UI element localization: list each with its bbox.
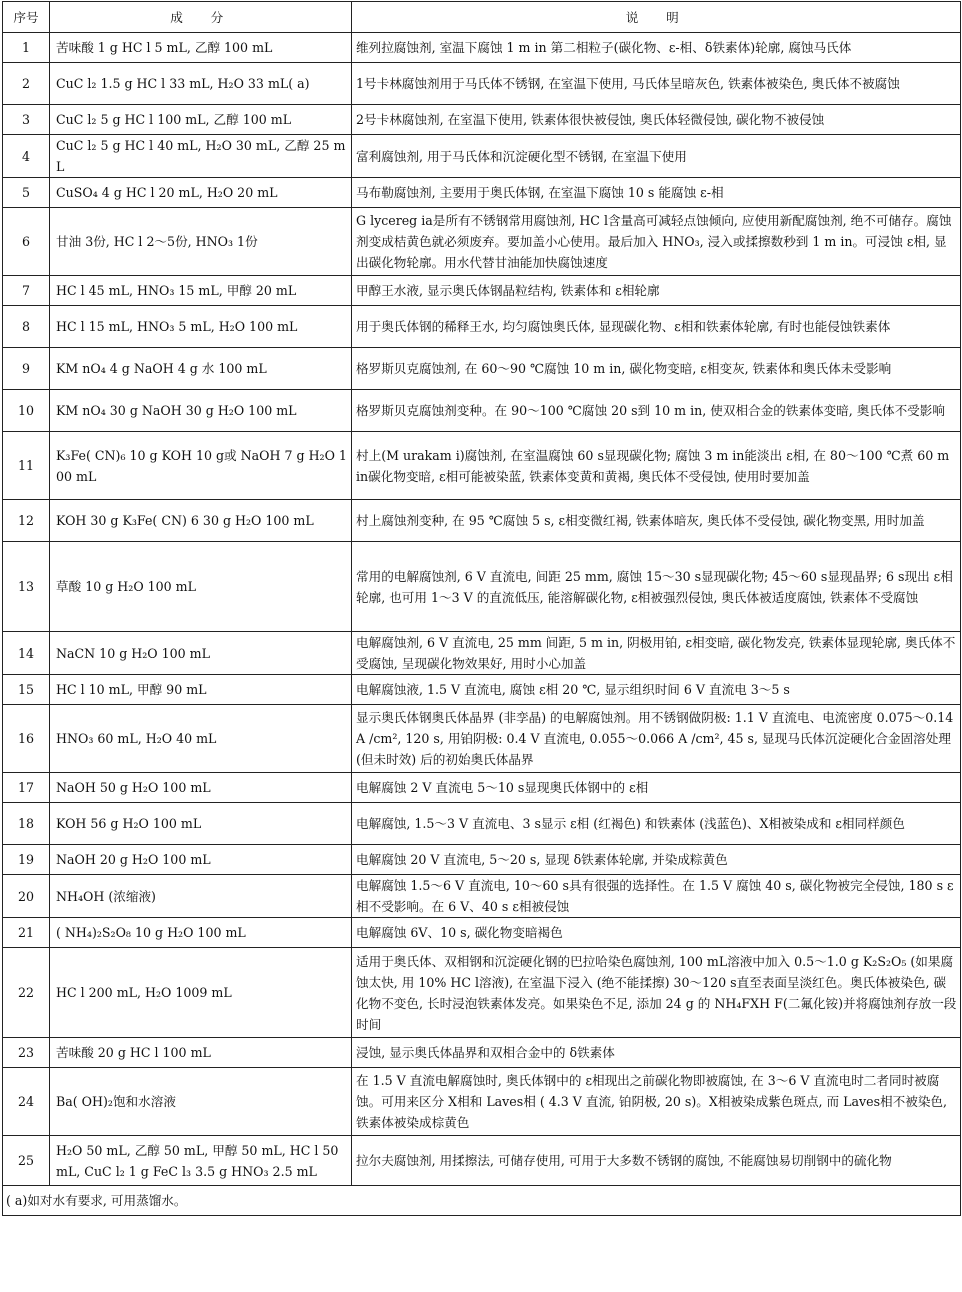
row-description: 显示奥氏体钢奥氏体晶界 (非孪晶) 的电解腐蚀剂。用不锈钢做阴极: 1.1 V 直流电、电流密度 0.075～0.14 A /cm², 120 s, 用铂阴极: 0.4 V 直流电, 0.055～0.066 A /cm², 45 s, 显现马氏体沉淀硬化合金固溶处理 (但未时效) 后的初始奥氏体晶界 xyxy=(352,705,961,773)
row-description: 在 1.5 V 直流电解腐蚀时, 奥氏体钢中的 ε相现出之前碳化物即被腐蚀, 在 3～6 V 直流电时二者同时被腐蚀。可用来区分 X相和 Laves相 ( 4.3 V 直流, 铂阴极, 20 s)。X相被染成紫色斑点, 而 Laves相不被染色, 铁素体被染成棕黄色 xyxy=(352,1068,961,1136)
row-composition: KM nO₄ 30 g NaOH 30 g H₂O 100 mL xyxy=(50,390,352,432)
row-description: 用于奥氏体钢的稀释王水, 均匀腐蚀奥氏体, 显现碳化物、ε相和铁素体轮廓, 有时也能侵蚀铁素体 xyxy=(352,306,961,348)
row-number: 12 xyxy=(3,500,50,542)
row-number: 4 xyxy=(3,135,50,178)
table-row xyxy=(3,105,961,135)
row-number: 21 xyxy=(3,918,50,948)
table-row xyxy=(3,348,961,390)
row-composition: 苦味酸 20 g HC l 100 mL xyxy=(50,1038,352,1068)
row-number: 9 xyxy=(3,348,50,390)
row-composition: 甘油 3份, HC l 2～5份, HNO₃ 1份 xyxy=(50,208,352,276)
table-row xyxy=(3,845,961,875)
row-composition: NaOH 20 g H₂O 100 mL xyxy=(50,845,352,875)
footnote-row xyxy=(3,1186,961,1216)
row-description: 适用于奥氏体、双相钢和沉淀硬化钢的巴拉哈染色腐蚀剂, 100 mL溶液中加入 0.5～1.0 g K₂S₂O₅ (如果腐蚀太快, 用 10% HC l溶液), 在室温下浸入 (绝不能揉擦) 30～120 s直至表面呈淡红色。奥氏体被染色, 碳化物不变色, 长时浸泡铁素体发亮。如果染色不足, 添加 24 g 的 NH₄FXH F(二氟化铵)并将腐蚀剂存放一段时间 xyxy=(352,948,961,1038)
row-composition: KOH 30 g K₃Fe( CN) 6 30 g H₂O 100 mL xyxy=(50,500,352,542)
row-description: 电解腐蚀 20 V 直流电, 5～20 s, 显现 δ铁素体轮廓, 并染成粽黄色 xyxy=(352,845,961,875)
table-row xyxy=(3,1136,961,1186)
table-row xyxy=(3,675,961,705)
row-composition: KM nO₄ 4 g NaOH 4 g 水 100 mL xyxy=(50,348,352,390)
header-composition: 成 分 xyxy=(50,2,352,33)
row-description: 富利腐蚀剂, 用于马氏体和沉淀硬化型不锈钢, 在室温下使用 xyxy=(352,135,961,178)
row-number: 13 xyxy=(3,542,50,632)
table-row xyxy=(3,803,961,845)
table-row xyxy=(3,875,961,918)
table-header-row xyxy=(3,2,961,33)
table-row xyxy=(3,33,961,63)
row-number: 11 xyxy=(3,432,50,500)
row-composition: NaOH 50 g H₂O 100 mL xyxy=(50,773,352,803)
row-description: 拉尔夫腐蚀剂, 用揉擦法, 可储存使用, 可用于大多数不锈钢的腐蚀, 不能腐蚀易切削钢中的硫化物 xyxy=(352,1136,961,1186)
row-description: 电解腐蚀液, 1.5 V 直流电, 腐蚀 ε相 20 ℃, 显示组织时间 6 V 直流电 3～5 s xyxy=(352,675,961,705)
row-composition: K₃Fe( CN)₆ 10 g KOH 10 g或 NaOH 7 g H₂O 100 mL xyxy=(50,432,352,500)
header-description: 说 明 xyxy=(352,2,961,33)
row-composition: HC l 10 mL, 甲醇 90 mL xyxy=(50,675,352,705)
row-number: 24 xyxy=(3,1068,50,1136)
row-number: 5 xyxy=(3,178,50,208)
row-number: 7 xyxy=(3,276,50,306)
row-composition: H₂O 50 mL, 乙醇 50 mL, 甲醇 50 mL, HC l 50 mL, CuC l₂ 1 g FeC l₃ 3.5 g HNO₃ 2.5 mL xyxy=(50,1136,352,1186)
table-row xyxy=(3,306,961,348)
table-row xyxy=(3,390,961,432)
table-row xyxy=(3,208,961,276)
row-composition: NaCN 10 g H₂O 100 mL xyxy=(50,632,352,675)
table-row xyxy=(3,948,961,1038)
row-number: 17 xyxy=(3,773,50,803)
table-row xyxy=(3,542,961,632)
row-composition: Ba( OH)₂饱和水溶液 xyxy=(50,1068,352,1136)
row-description: 1号卡林腐蚀剂用于马氏体不锈钢, 在室温下使用, 马氏体呈暗灰色, 铁素体被染色, 奥氏体不被腐蚀 xyxy=(352,63,961,105)
table-row xyxy=(3,632,961,675)
row-number: 6 xyxy=(3,208,50,276)
row-composition: HC l 200 mL, H₂O 1009 mL xyxy=(50,948,352,1038)
row-composition: 苦味酸 1 g HC l 5 mL, 乙醇 100 mL xyxy=(50,33,352,63)
row-composition: ( NH₄)₂S₂O₈ 10 g H₂O 100 mL xyxy=(50,918,352,948)
table-row xyxy=(3,178,961,208)
table-row xyxy=(3,773,961,803)
row-description: 电解腐蚀 2 V 直流电 5～10 s显现奥氏体钢中的 ε相 xyxy=(352,773,961,803)
row-number: 16 xyxy=(3,705,50,773)
row-description: 电解腐蚀 6V、10 s, 碳化物变暗褐色 xyxy=(352,918,961,948)
row-composition: CuSO₄ 4 g HC l 20 mL, H₂O 20 mL xyxy=(50,178,352,208)
table-row xyxy=(3,432,961,500)
row-number: 14 xyxy=(3,632,50,675)
row-description: 电解腐蚀 1.5～6 V 直流电, 10～60 s具有很强的选择性。在 1.5 V 腐蚀 40 s, 碳化物被完全侵蚀, 180 s ε相不受影响。在 6 V、40 s ε相被侵蚀 xyxy=(352,875,961,918)
row-number: 1 xyxy=(3,33,50,63)
header-num: 序号 xyxy=(3,2,50,33)
row-description: 浸蚀, 显示奥氏体晶界和双相合金中的 δ铁素体 xyxy=(352,1038,961,1068)
row-number: 3 xyxy=(3,105,50,135)
table-row xyxy=(3,63,961,105)
etchant-table xyxy=(2,1,961,1216)
row-description: 维列拉腐蚀剂, 室温下腐蚀 1 m in 第二相粒子(碳化物、ε-相、δ铁素体)轮廓, 腐蚀马氏体 xyxy=(352,33,961,63)
row-number: 20 xyxy=(3,875,50,918)
table-row xyxy=(3,500,961,542)
row-number: 8 xyxy=(3,306,50,348)
row-description: 马布勒腐蚀剂, 主要用于奥氏体钢, 在室温下腐蚀 10 s 能腐蚀 ε-相 xyxy=(352,178,961,208)
row-description: 电解腐蚀, 1.5～3 V 直流电、3 s显示 ε相 (红褐色) 和铁素体 (浅蓝色)、X相被染成和 ε相同样颜色 xyxy=(352,803,961,845)
row-composition: NH₄OH (浓缩液) xyxy=(50,875,352,918)
table-row xyxy=(3,1038,961,1068)
row-composition: CuC l₂ 5 g HC l 40 mL, H₂O 30 mL, 乙醇 25 mL xyxy=(50,135,352,178)
table-row xyxy=(3,918,961,948)
row-number: 25 xyxy=(3,1136,50,1186)
row-description: 村上(M urakam i)腐蚀剂, 在室温腐蚀 60 s显现碳化物; 腐蚀 3 m in能淡出 ε相, 在 80～100 ℃煮 60 m in碳化物变暗, ε相可能被染蓝, 铁素体变黄和黄褐, 奥氏体不受侵蚀, 使用时要加盖 xyxy=(352,432,961,500)
row-description: 村上腐蚀剂变种, 在 95 ℃腐蚀 5 s, ε相变微红褐, 铁素体暗灰, 奥氏体不受侵蚀, 碳化物变黑, 用时加盖 xyxy=(352,500,961,542)
row-composition: CuC l₂ 5 g HC l 100 mL, 乙醇 100 mL xyxy=(50,105,352,135)
row-composition: KOH 56 g H₂O 100 mL xyxy=(50,803,352,845)
row-description: 格罗斯贝克腐蚀剂, 在 60～90 ℃腐蚀 10 m in, 碳化物变暗, ε相变灰, 铁素体和奥氏体未受影响 xyxy=(352,348,961,390)
row-composition: CuC l₂ 1.5 g HC l 33 mL, H₂O 33 mL( a) xyxy=(50,63,352,105)
row-number: 18 xyxy=(3,803,50,845)
row-composition: HC l 45 mL, HNO₃ 15 mL, 甲醇 20 mL xyxy=(50,276,352,306)
footnote: ( a)如对水有要求, 可用蒸馏水。 xyxy=(3,1186,961,1216)
row-number: 2 xyxy=(3,63,50,105)
row-number: 23 xyxy=(3,1038,50,1068)
row-number: 19 xyxy=(3,845,50,875)
row-description: 2号卡林腐蚀剂, 在室温下使用, 铁素体很快被侵蚀, 奥氏体轻微侵蚀, 碳化物不被侵蚀 xyxy=(352,105,961,135)
row-number: 10 xyxy=(3,390,50,432)
row-description: G lycereg ia是所有不锈钢常用腐蚀剂, HC l含量高可减轻点蚀倾向, 应使用新配腐蚀剂, 绝不可储存。腐蚀剂变成桔黄色就必须废弃。要加盖小心使用。最后加入 HNO₃, 浸入或揉擦数秒到 1 m in。可浸蚀 ε相, 显出碳化物轮廓。用水代替甘油能加快腐蚀速度 xyxy=(352,208,961,276)
row-description: 格罗斯贝克腐蚀剂变种。在 90～100 ℃腐蚀 20 s到 10 m in, 使双相合金的铁素体变暗, 奥氏体不受影响 xyxy=(352,390,961,432)
table-row xyxy=(3,276,961,306)
row-composition: HNO₃ 60 mL, H₂O 40 mL xyxy=(50,705,352,773)
table-row xyxy=(3,1068,961,1136)
row-description: 电解腐蚀剂, 6 V 直流电, 25 mm 间距, 5 m in, 阴极用铂, ε相变暗, 碳化物发亮, 铁素体显现轮廓, 奥氏体不受腐蚀, 呈现碳化物效果好, 用时小心加盖 xyxy=(352,632,961,675)
table-row xyxy=(3,705,961,773)
row-description: 甲醇王水液, 显示奥氏体钢晶粒结构, 铁素体和 ε相轮廓 xyxy=(352,276,961,306)
table-row xyxy=(3,135,961,178)
row-composition: 草酸 10 g H₂O 100 mL xyxy=(50,542,352,632)
row-number: 15 xyxy=(3,675,50,705)
row-composition: HC l 15 mL, HNO₃ 5 mL, H₂O 100 mL xyxy=(50,306,352,348)
row-number: 22 xyxy=(3,948,50,1038)
row-description: 常用的电解腐蚀剂, 6 V 直流电, 间距 25 mm, 腐蚀 15～30 s显现碳化物; 45～60 s显现晶界; 6 s现出 ε相轮廓, 也可用 1～3 V 的直流低压, 能溶解碳化物, ε相被强烈侵蚀, 奥氏体被适度腐蚀, 铁素体不受腐蚀 xyxy=(352,542,961,632)
